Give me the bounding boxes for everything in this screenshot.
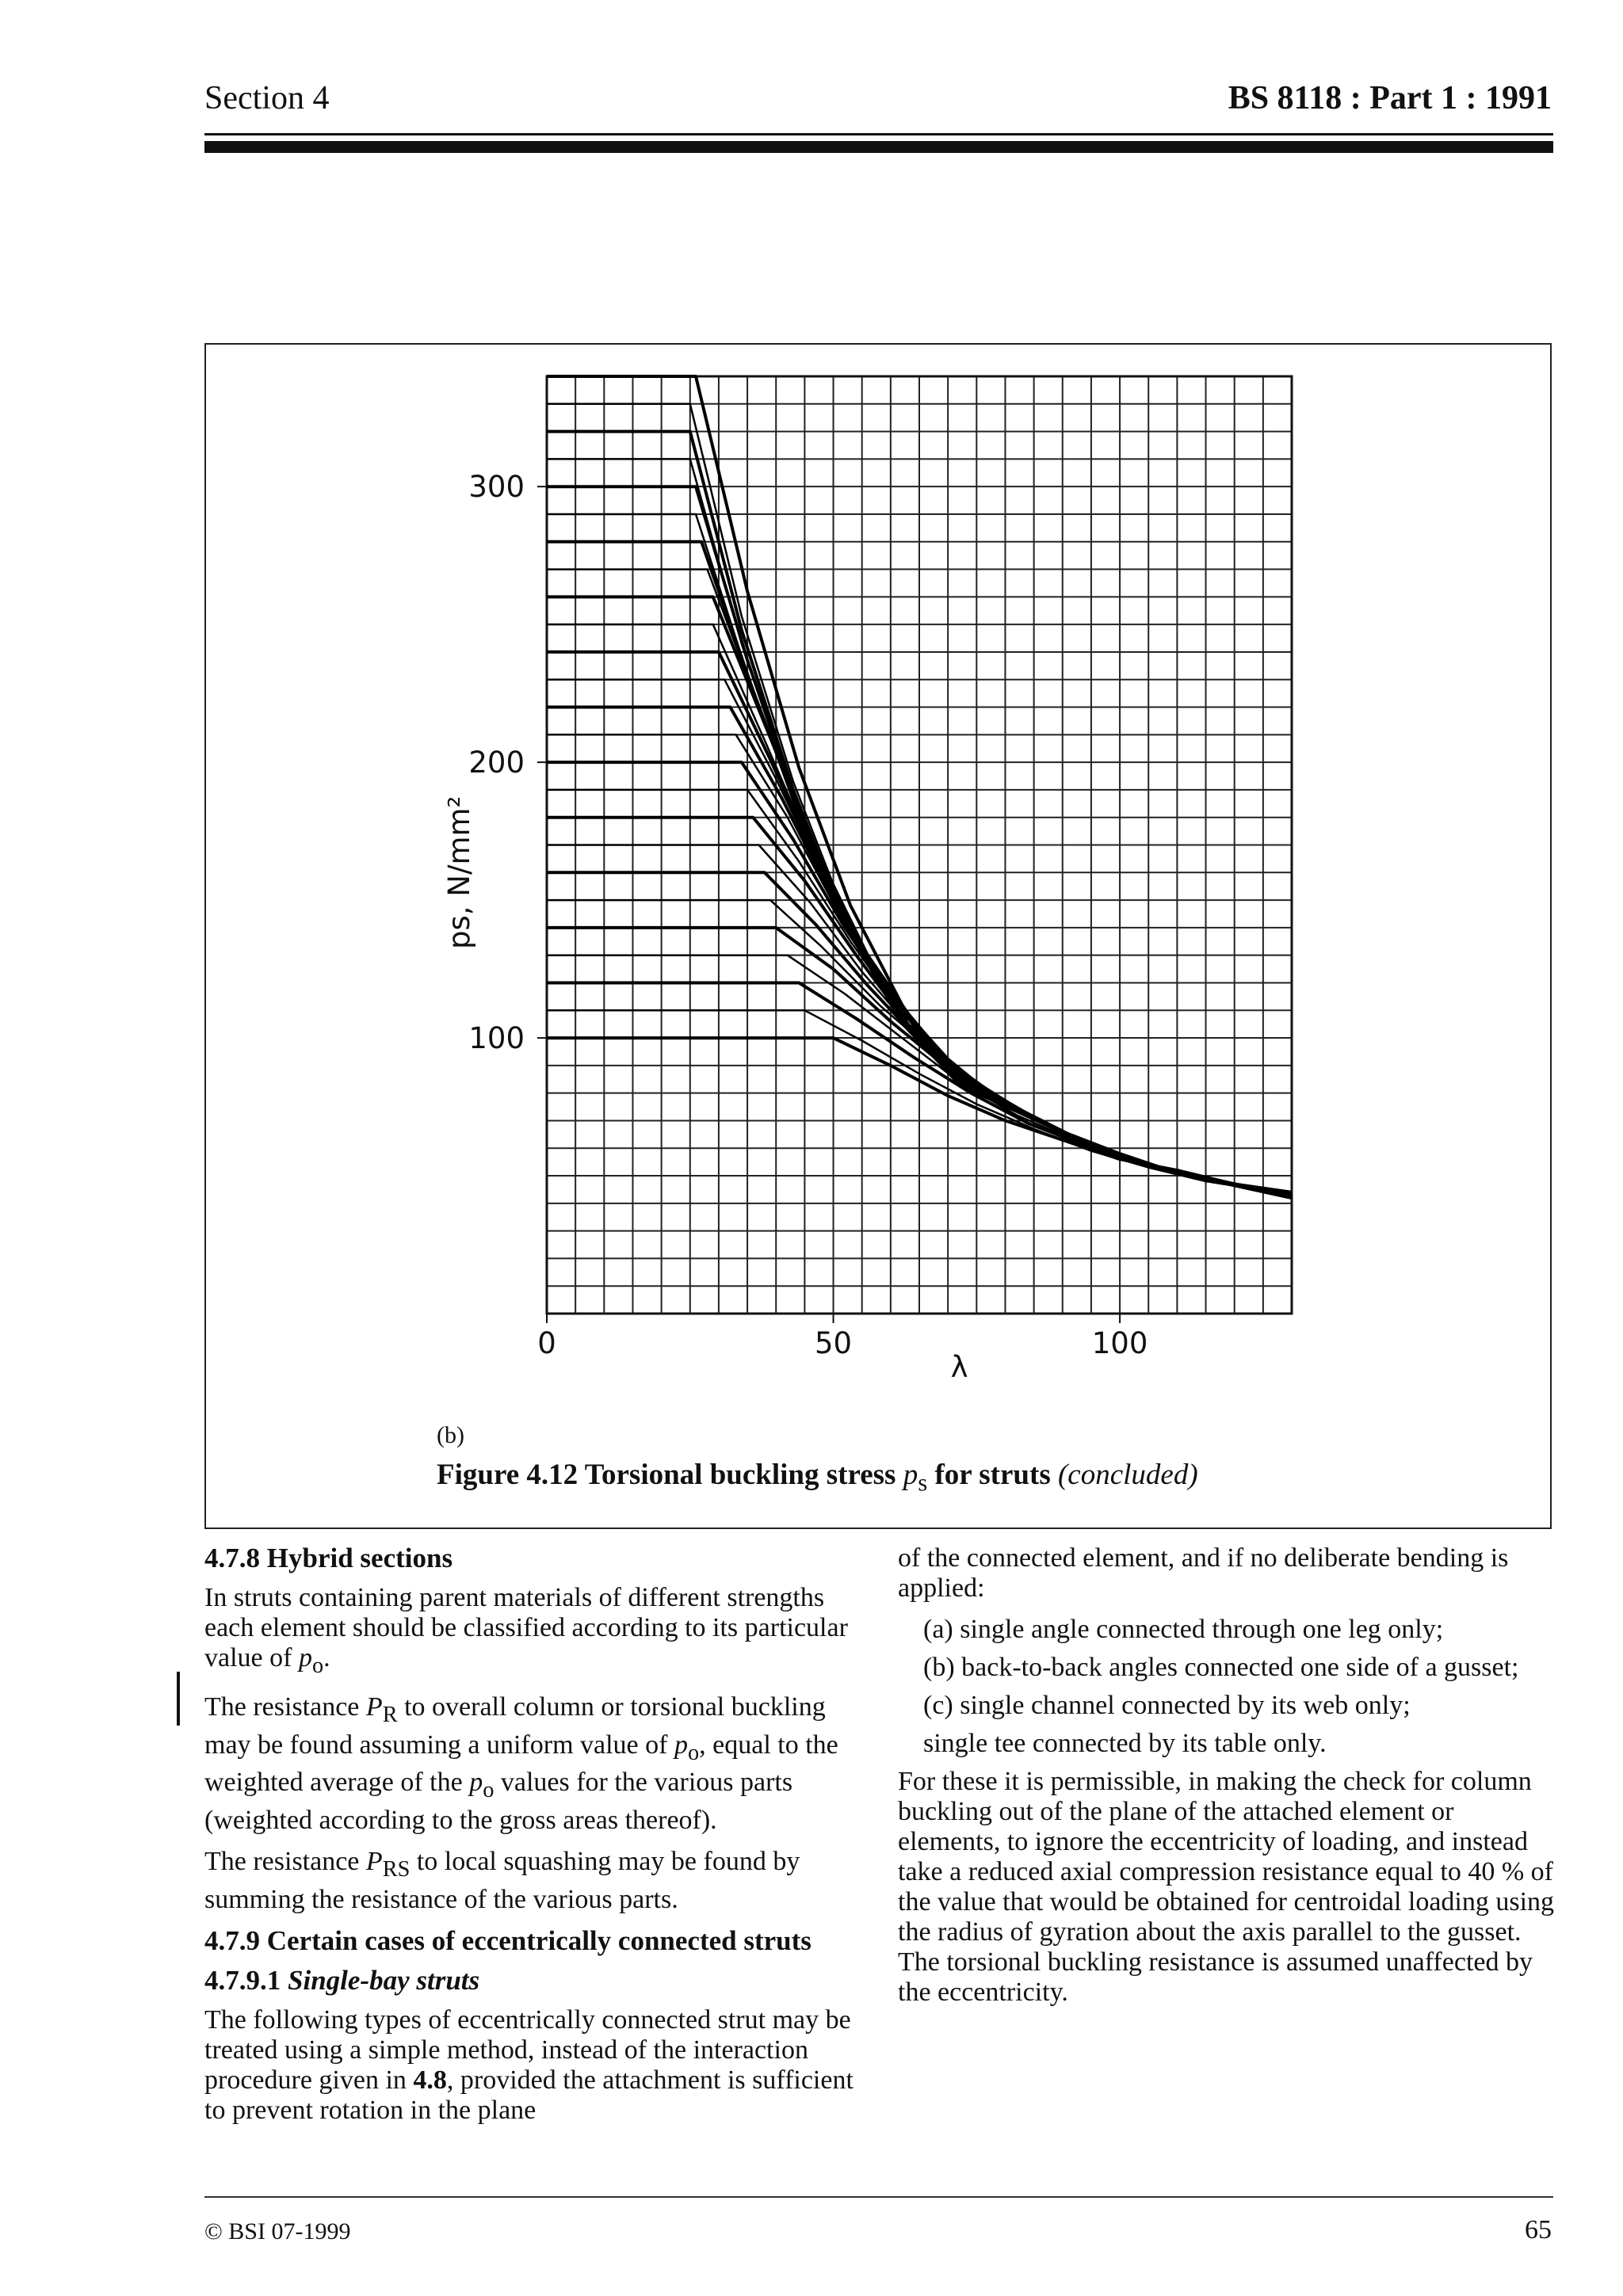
x-tick-label: 50: [814, 1326, 853, 1360]
list-item-c: (c) single channel connected by its web only;: [923, 1691, 1411, 1720]
torsional-buckling-chart: [206, 345, 1550, 1527]
paragraph-connected-element: of the connected element, and if no deliberate bending is applied:: [898, 1543, 1509, 1603]
figure-frame: [204, 343, 1552, 1529]
running-header-standard: BS 8118 : Part 1 : 1991: [1228, 80, 1552, 116]
heading-4-7-9: 4.7.9 Certain cases of eccentrically connected struts: [204, 1924, 812, 1956]
x-axis-label: λ: [950, 1350, 968, 1384]
paragraph-single-bay-struts: The following types of eccentrically connected strut may be treated using a simple method, instead of the interaction procedure given in 4.8, provided the attachment is sufficient to prevent rotation in the plane: [204, 2004, 854, 2125]
x-tick-label: 0: [537, 1326, 556, 1360]
paragraph-hybrid-classification: In struts containing parent materials of different strengths each element should be classified according to its particular value of $p_o$.: [204, 1583, 848, 1678]
heading-4-7-9-1: 4.7.9.1 Single-bay struts: [204, 1964, 480, 1996]
chart-axes: [537, 376, 1292, 1323]
paragraph-permissible-check: For these it is permissible, in making the check for column buckling out of the plane of the attached element or elements, to ignore the eccentricity of loading, and instead take a reduced axial compression resistance equal to 40 % of the value that would be obtained for centroidal loading using the radius of gyration about the axis parallel to the gusset. The torsional buckling resistance is assumed unaffected by the eccentricity.: [898, 1767, 1555, 2007]
heading-4-7-8: 4.7.8 Hybrid sections: [204, 1543, 453, 1573]
paragraph-resistance-prs: The resistance $P_{RS}$ to local squashing may be found by summing the resistance of the various parts.: [204, 1847, 800, 1914]
page-number: 65: [1525, 2215, 1552, 2245]
footer-copyright: © BSI 07-1999: [204, 2218, 351, 2245]
paragraph-resistance-pr: The resistance $P_R$ to overall column or torsional buckling may be found assuming a uniform value of $p_o$, equal to the weighted average of the $p_o$ values for the various parts (weighted according to the gross areas thereof).: [204, 1691, 838, 1836]
y-axis-label: ps, N/mm²: [442, 795, 476, 949]
change-bar: [177, 1672, 180, 1726]
list-item-d: single tee connected by its table only.: [923, 1729, 1327, 1758]
figure-caption: Figure 4.12 Torsional buckling stress $p_s$ for struts (concluded): [437, 1459, 1198, 1497]
y-tick-label: 200: [468, 746, 525, 780]
list-item-a: (a) single angle connected through one leg only;: [923, 1615, 1444, 1644]
y-tick-label: 100: [468, 1021, 525, 1056]
right-column: [898, 1543, 1556, 2019]
left-column: [204, 1543, 878, 2137]
header-rule-thick: [204, 141, 1553, 153]
y-tick-label: 300: [468, 470, 525, 505]
figure-sub-label: (b): [437, 1422, 464, 1448]
x-tick-label: 100: [1091, 1326, 1148, 1360]
running-header-section: Section 4: [204, 80, 330, 116]
footer-rule: [204, 2196, 1553, 2198]
header-rule-thin: [204, 133, 1553, 135]
list-item-b: (b) back-to-back angles connected one side of a gusset;: [923, 1653, 1519, 1682]
